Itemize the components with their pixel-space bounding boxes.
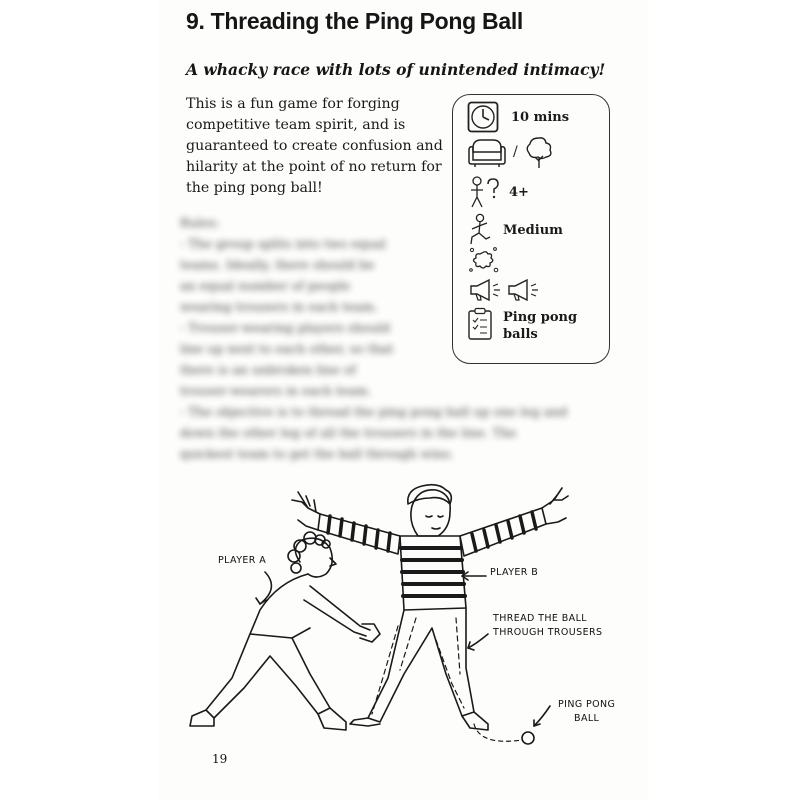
label-thread-ball [493, 612, 602, 640]
person-question-icon [467, 175, 501, 209]
venue-separator: / [513, 144, 518, 160]
label-player-a: PLAYER A [218, 555, 267, 566]
player-b-legs [350, 608, 488, 730]
props-line-1: Ping pong [503, 310, 578, 325]
time-value: 10 mins [511, 109, 570, 125]
energy-value: Medium [503, 222, 563, 238]
player-b-torso [400, 536, 466, 610]
player-a-body [190, 574, 380, 730]
arrow-thread [468, 634, 488, 648]
player-a-head [288, 532, 336, 577]
info-row-players [467, 175, 529, 209]
label-ball-line-2: BALL [574, 713, 600, 724]
arrow-ball [534, 706, 550, 726]
info-row-venue [467, 135, 554, 169]
ball-trajectory [474, 724, 534, 744]
intro-paragraph: This is a fun game for forging competitive team spirit, and is guaranteed to create confusion and hilarity at the point of no return for the ping pong ball! [186, 96, 443, 196]
info-row-time [467, 101, 569, 133]
label-thread-line-1: THREAD THE BALL [493, 613, 587, 624]
player-b-head [408, 485, 452, 536]
label-thread-line-2: THROUGH TROUSERS [493, 627, 603, 638]
label-player-b: PLAYER B [490, 567, 539, 578]
game-subtitle: A whacky race with lots of unintended intimacy! [186, 60, 606, 79]
tree-icon [524, 135, 554, 169]
label-ball-line-1: PING PONG [558, 699, 616, 710]
game-title: 9. Threading the Ping Pong Ball [186, 8, 524, 34]
clock-icon [467, 101, 499, 133]
props-line-2: balls [503, 327, 538, 342]
label-ping-pong-ball [558, 698, 615, 726]
blurred-rules-text: Rules: - The group splits into two equal teams. Ideally, there should be an equal number of people wearing trousers in each team. - Trouser-wearing players should line up next to each other, so that there is an unbroken line of trouser-wearers in each team. - The objective is to thread the ping pong ball up one leg and down the other leg of all the trousers in the line. The quickest team to get the ball through wins. [180, 215, 568, 461]
ping-pong-ball [522, 732, 534, 744]
players-value: 4+ [509, 184, 529, 200]
arrow-player-a [260, 572, 271, 604]
page-number: 19 [212, 752, 228, 766]
armchair-icon [467, 136, 507, 168]
